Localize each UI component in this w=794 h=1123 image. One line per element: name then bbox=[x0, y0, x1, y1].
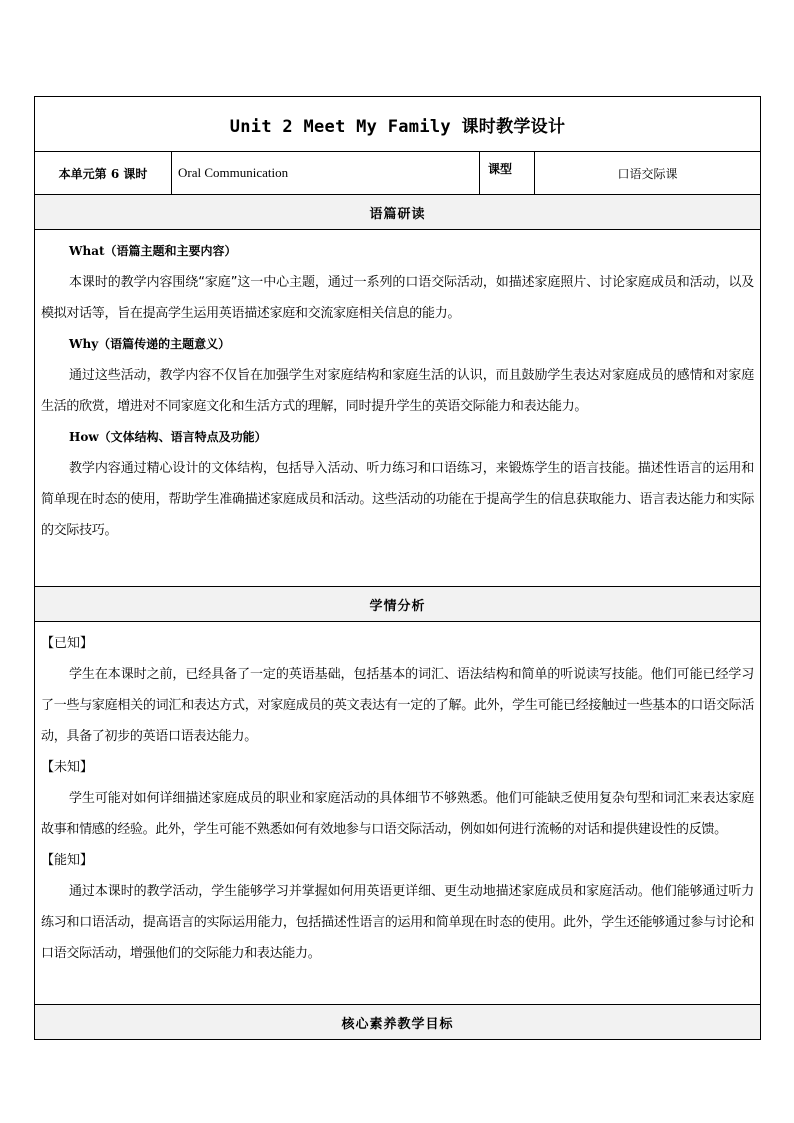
paragraph-can-know: 通过本课时的教学活动，学生能够学习并掌握如何用英语更详细、更生动地描述家庭成员和家庭活动。他们能够通过听力练习和口语活动，提高语言的实际运用能力，包括描述性语言的运用和简单现在时态的使用。此外，学生还能够通过参与讨论和口语交际活动，增强他们的交际能力和表达能力。 bbox=[41, 884, 755, 961]
subhead-how: How（文体结构、语言特点及功能） bbox=[69, 430, 267, 444]
paragraph-known: 学生在本课时之前，已经具备了一定的英语基础，包括基本的词汇、语法结构和简单的听说读写技能。他们可能已经学习了一些与家庭相关的词汇和表达方式，对家庭成员的英文表达有一定的了解。此外，学生可能已经接触过一些基本的口语交际活动，具备了初步的英语口语表达能力。 bbox=[41, 667, 755, 744]
student-analysis-content bbox=[35, 622, 761, 1005]
subhead-what: What（语篇主题和主要内容） bbox=[69, 244, 237, 258]
subhead-known: 【已知】 bbox=[41, 636, 94, 651]
subhead-why: Why（语篇传递的主题意义） bbox=[69, 337, 231, 351]
paragraph-how: 教学内容通过精心设计的文体结构，包括导入活动、听力练习和口语练习，来锻炼学生的语言技能。描述性语言的运用和简单现在时态的使用，帮助学生准确描述家庭成员和活动。这些活动的功能在于提高学生的信息获取能力、语言表达能力和实际的交际技巧。 bbox=[41, 461, 755, 538]
subhead-can-know: 【能知】 bbox=[41, 853, 94, 868]
lesson-plan-table bbox=[34, 96, 761, 1040]
section-heading-text-study: 语篇研读 bbox=[35, 195, 761, 230]
text-study-content bbox=[35, 230, 761, 587]
paragraph-why: 通过这些活动，教学内容不仅旨在加强学生对家庭结构和家庭生活的认识，而且鼓励学生表达对家庭成员的感情和对家庭生活的欣赏，增进对不同家庭文化和生活方式的理解，同时提升学生的英语交际能力和表达能力。 bbox=[41, 368, 755, 414]
lesson-type-value: 口语交际课 bbox=[535, 152, 761, 195]
subhead-unknown: 【未知】 bbox=[41, 760, 94, 775]
lesson-number-label: 本单元第 6 课时 bbox=[35, 152, 172, 195]
document-title: Unit 2 Meet My Family 课时教学设计 bbox=[35, 97, 761, 152]
section-heading-core-goals: 核心素养教学目标 bbox=[35, 1005, 761, 1040]
section-heading-student-analysis: 学情分析 bbox=[35, 587, 761, 622]
lesson-topic-value: Oral Communication bbox=[172, 152, 480, 195]
lesson-type-label: 课型 bbox=[480, 152, 535, 195]
paragraph-what: 本课时的教学内容围绕“家庭”这一中心主题，通过一系列的口语交际活动，如描述家庭照片、讨论家庭成员和活动，以及模拟对话等，旨在提高学生运用英语描述家庭和交流家庭相关信息的能力。 bbox=[41, 275, 755, 321]
paragraph-unknown: 学生可能对如何详细描述家庭成员的职业和家庭活动的具体细节不够熟悉。他们可能缺乏使用复杂句型和词汇来表达家庭故事和情感的经验。此外，学生可能不熟悉如何有效地参与口语交际活动，例如如何进行流畅的对话和提供建设性的反馈。 bbox=[41, 791, 755, 837]
